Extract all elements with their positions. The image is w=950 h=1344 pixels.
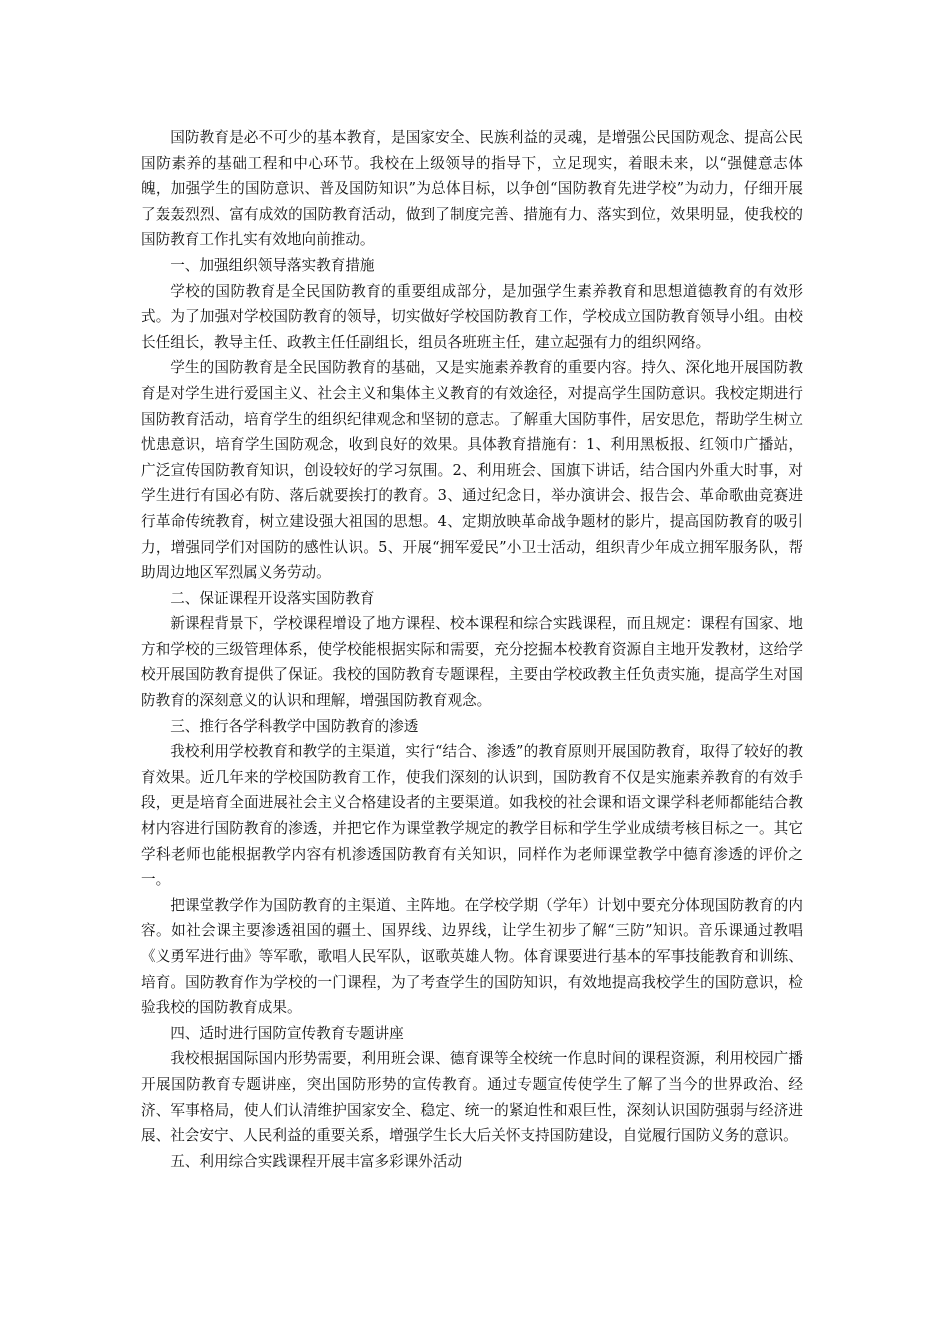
paragraph-organization: 学校的国防教育是全民国防教育的重要组成部分，是加强学生素养教育和思想道德教育的有效形式。为了加强对学校国防教育的领导，切实做好学校国防教育工作，学校成立国防教育领导小组。由校长任组长，教导主任、政教主任任副组长，组员各班班主任，建立起强有力的组织网络。: [141, 282, 803, 351]
document-body: [141, 125, 803, 1174]
paragraph-measures: 学生的国防教育是全民国防教育的基础，又是实施素养教育的重要内容。持久、深化地开展国防教育是对学生进行爱国主义、社会主义和集体主义教育的有效途径，对提高学生国防意识。我校定期进行国防教育活动，培育学生的组织纪律观念和坚韧的意志。了解重大国防事件，居安思危，帮助学生树立忧患意识，培育学生国防观念，收到良好的效果。具体教育措施有：1、利用黑板报、红领巾广播站，广泛宣传国防教育知识，创设较好的学习氛围。2、利用班会、国旗下讲话，结合国内外重大时事，对学生进行有国必有防、落后就要挨打的教育。3、通过纪念日，举办演讲会、报告会、革命歌曲竞赛进行革命传统教育，树立建设强大祖国的思想。4、定期放映革命战争题材的影片，提高国防教育的吸引力，增强同学们对国防的感性认识。5、开展“拥军爱民”小卫士活动，组织青少年成立拥军服务队，帮助周边地区军烈属义务劳动。: [141, 359, 803, 582]
section-heading-4: 四、适时进行国防宣传教育专题讲座: [170, 1024, 404, 1042]
paragraph-curriculum: 新课程背景下，学校课程增设了地方课程、校本课程和综合实践课程，而且规定：课程有国家、地方和学校的三级管理体系，使学校能根据实际和需要，充分挖掘本校教育资源自主地开发教材，这给学校开展国防教育提供了保证。我校的国防教育专题课程，主要由学校政教主任负责实施，提高学生对国防教育的深刻意义的认识和理解，增强国防教育观念。: [141, 615, 803, 710]
paragraph-intro: 国防教育是必不可少的基本教育，是国家安全、民族利益的灵魂，是增强公民国防观念、提高公民国防素养的基础工程和中心环节。我校在上级领导的指导下，立足现实，着眼未来，以“强健意志体魄，加强学生的国防意识、普及国防知识”为总体目标，以争创“国防教育先进学校”为动力，仔细开展了轰轰烈烈、富有成效的国防教育活动，做到了制度完善、措施有力、落实到位，效果明显，使我校的国防教育工作扎实有效地向前推动。: [141, 129, 803, 249]
section-heading-3: 三、推行各学科教学中国防教育的渗透: [170, 717, 419, 735]
section-heading-2: 二、保证课程开设落实国防教育: [170, 589, 375, 607]
paragraph-classroom: 把课堂教学作为国防教育的主渠道、主阵地。在学校学期（学年）计划中要充分体现国防教育的内容。如社会课主要渗透祖国的疆土、国界线、边界线，让学生初步了解“三防”知识。音乐课通过教唱《义勇军进行曲》等军歌，歌唱人民军队，讴歌英雄人物。体育课要进行基本的军事技能教育和训练、培育。国防教育作为学校的一门课程，为了考查学生的国防知识，有效地提高我校学生的国防意识，检验我校的国防教育成果。: [141, 896, 803, 1017]
section-heading-1: 一、加强组织领导落实教育措施: [170, 256, 375, 274]
paragraph-subject-integration: 我校利用学校教育和教学的主渠道，实行“结合、渗透”的教育原则开展国防教育，取得了较好的教育效果。近几年来的学校国防教育工作，使我们深刻的认识到，国防教育不仅是实施素养教育的有效手段，更是培育全面进展社会主义合格建设者的主要渠道。如我校的社会课和语文课学科老师都能结合教材内容进行国防教育的渗透，并把它作为课堂教学规定的教学目标和学生学业成绩考核目标之一。其它学科老师也能根据教学内容有机渗透国防教育有关知识，同样作为老师课堂教学中德育渗透的评价之一。: [141, 743, 803, 889]
paragraph-lectures: 我校根据国际国内形势需要，利用班会课、德育课等全校统一作息时间的课程资源，利用校园广播开展国防教育专题讲座，突出国防形势的宣传教育。通过专题宣传使学生了解了当今的世界政治、经济、军事格局，使人们认清维护国家安全、稳定、统一的紧迫性和艰巨性，深刻认识国防强弱与经济进展、社会安宁、人民利益的重要关系，增强学生长大后关怀支持国防建设，自觉履行国防义务的意识。: [141, 1050, 803, 1145]
section-heading-5: 五、利用综合实践课程开展丰富多彩课外活动: [170, 1152, 463, 1170]
